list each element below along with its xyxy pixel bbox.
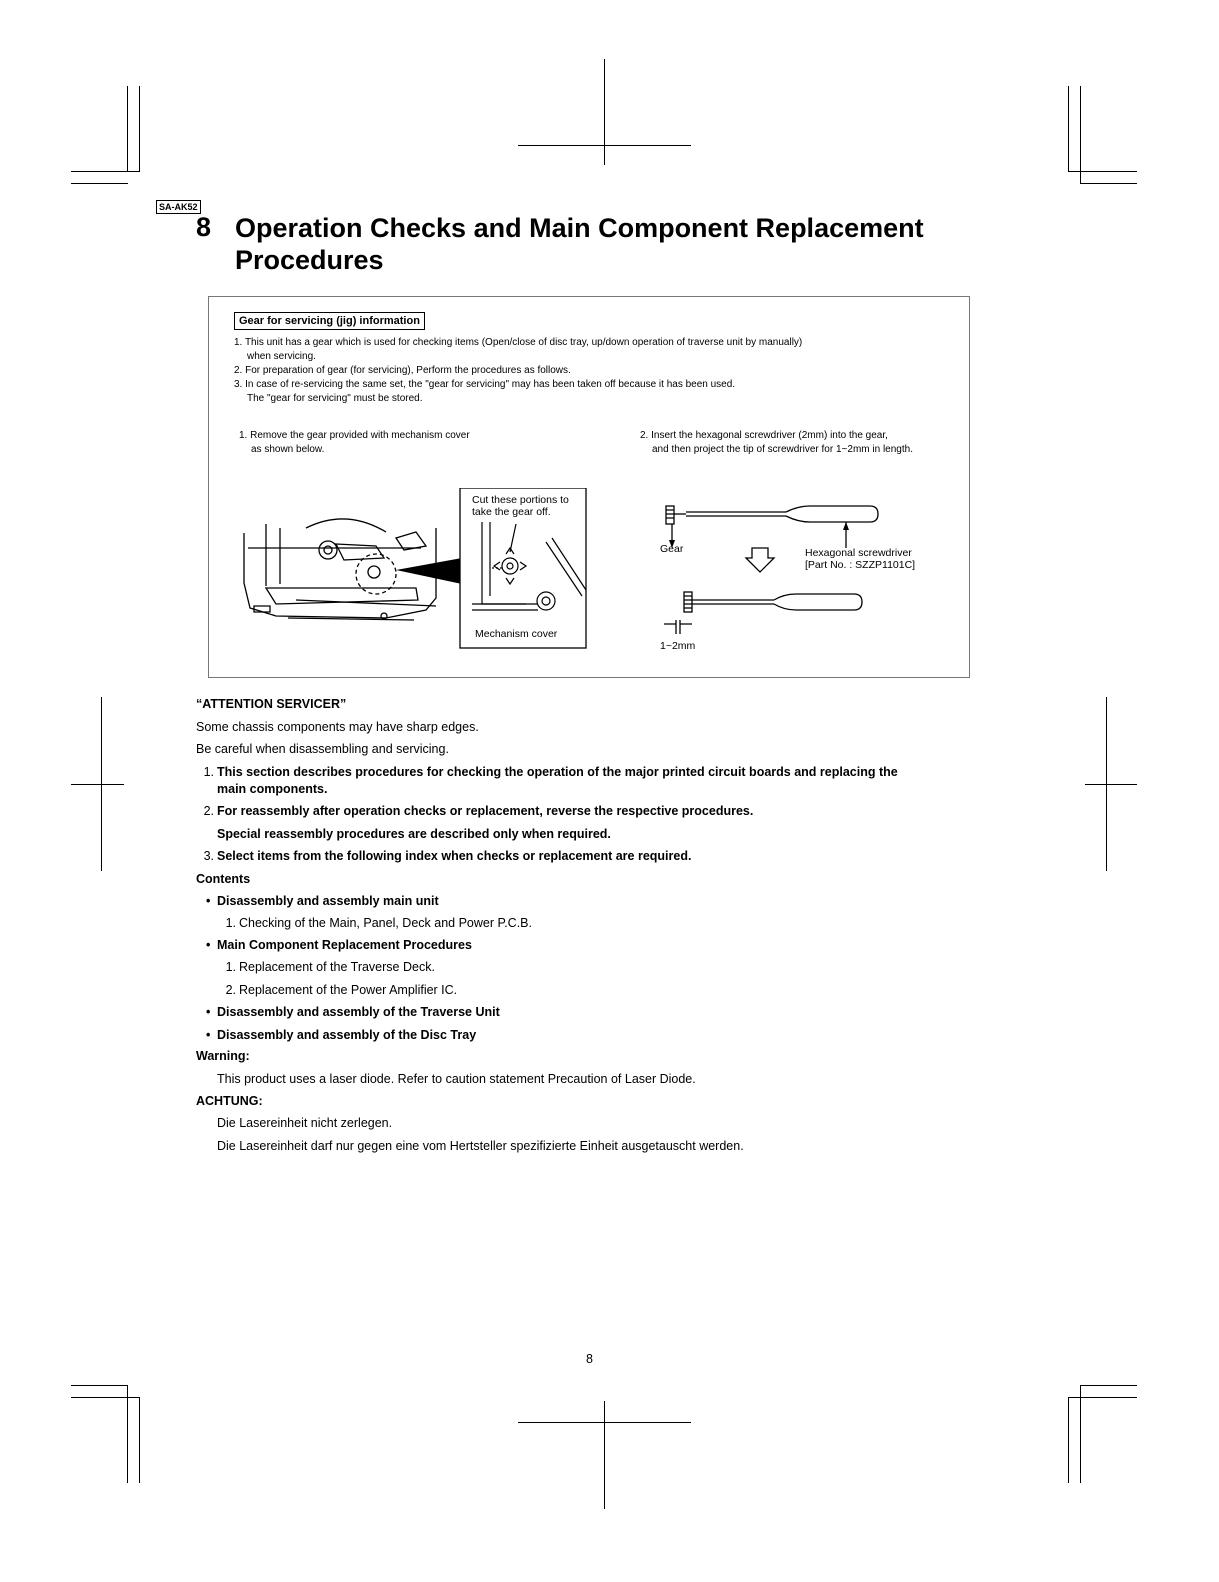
- bullet-icon: •: [206, 1028, 211, 1042]
- contents-heading: Contents: [196, 872, 251, 886]
- part-number-label: [Part No. : SZZP1101C]: [805, 559, 916, 571]
- attention-line-2: Be careful when disassembling and servicing.: [196, 742, 449, 756]
- contents-group: • Disassembly and assembly of the Traverse Unit: [206, 1005, 500, 1019]
- list-number: 2.: [203, 804, 214, 818]
- list-item-continuation: Special reassembly procedures are described only when required.: [217, 827, 611, 841]
- hex-screwdriver-label: Hexagonal screwdriver: [805, 547, 912, 559]
- list-number: 1.: [203, 765, 214, 779]
- mechanism-cover-label: Mechanism cover: [475, 628, 558, 640]
- list-item-text: Select items from the following index when checks or replacement are required.: [217, 849, 692, 863]
- attention-line-1: Some chassis components may have sharp edges.: [196, 720, 479, 734]
- contents-item: 1. Checking of the Main, Panel, Deck and Power P.C.B.: [225, 916, 532, 930]
- length-label: 1~2mm: [660, 640, 696, 652]
- figure-note-1: 1. This unit has a gear which is used for checking items (Open/close of disc tray, up/down operation of traverse unit by manually): [234, 337, 803, 348]
- list-item: [196, 764, 898, 780]
- warning-heading: Warning:: [196, 1049, 250, 1063]
- gear-label: Gear: [660, 543, 684, 555]
- achtung-line-2: Die Lasereinheit darf nur gegen eine vom Hertsteller spezifizierte Einheit ausgetauscht werden.: [217, 1139, 744, 1153]
- list-item: [196, 848, 691, 864]
- contents-group: • Disassembly and assembly main unit: [206, 894, 439, 908]
- figure-step-1: 1. Remove the gear provided with mechanism cover: [239, 430, 470, 441]
- bullet-icon: •: [206, 938, 211, 952]
- cut-portions-label-1: Cut these portions to: [472, 494, 569, 506]
- figure-note-2: 2. For preparation of gear (for servicing), Perform the procedures as follows.: [234, 365, 571, 376]
- list-item-text: This section describes procedures for checking the operation of the major printed circuit boards and replacing the: [217, 765, 898, 779]
- figure-note-1-cont: when servicing.: [247, 351, 316, 362]
- list-item-text: For reassembly after operation checks or replacement, reverse the respective procedures.: [217, 804, 754, 818]
- figure-heading: Gear for servicing (jig) information: [234, 312, 425, 330]
- figure-note-3: 3. In case of re-servicing the same set, the "gear for servicing" may has been taken off because it has been used.: [234, 379, 736, 390]
- contents-item: 2. Replacement of the Power Amplifier IC.: [225, 983, 458, 997]
- section-number: 8: [196, 212, 212, 242]
- list-item-continuation: main components.: [217, 782, 328, 796]
- warning-text: This product uses a laser diode. Refer to caution statement Precaution of Laser Diode.: [217, 1072, 696, 1086]
- figure-note-3-cont: The "gear for servicing" must be stored.: [247, 393, 423, 404]
- figure-step-1-cont: as shown below.: [251, 444, 325, 455]
- contents-group: • Main Component Replacement Procedures: [206, 938, 472, 952]
- list-number: 3.: [203, 849, 214, 863]
- attention-heading: “ATTENTION SERVICER”: [196, 697, 347, 711]
- cut-portions-label-2: take the gear off.: [472, 506, 551, 518]
- achtung-heading: ACHTUNG:: [196, 1094, 263, 1108]
- achtung-line-1: Die Lasereinheit nicht zerlegen.: [217, 1116, 393, 1130]
- contents-group: • Disassembly and assembly of the Disc Tray: [206, 1028, 477, 1042]
- bullet-icon: •: [206, 1005, 211, 1019]
- bullet-icon: •: [206, 894, 211, 908]
- contents-item: 1. Replacement of the Traverse Deck.: [225, 960, 435, 974]
- list-item: [196, 803, 753, 819]
- page-title: Operation Checks and Main Component Replacement Procedures: [235, 213, 924, 275]
- figure-step-2: 2. Insert the hexagonal screwdriver (2mm) into the gear,: [640, 430, 888, 441]
- page-number: 8: [586, 1352, 593, 1366]
- figure-step-2-cont: and then project the tip of screwdriver for 1~2mm in length.: [652, 444, 913, 455]
- model-tag: SA-AK52: [156, 200, 201, 214]
